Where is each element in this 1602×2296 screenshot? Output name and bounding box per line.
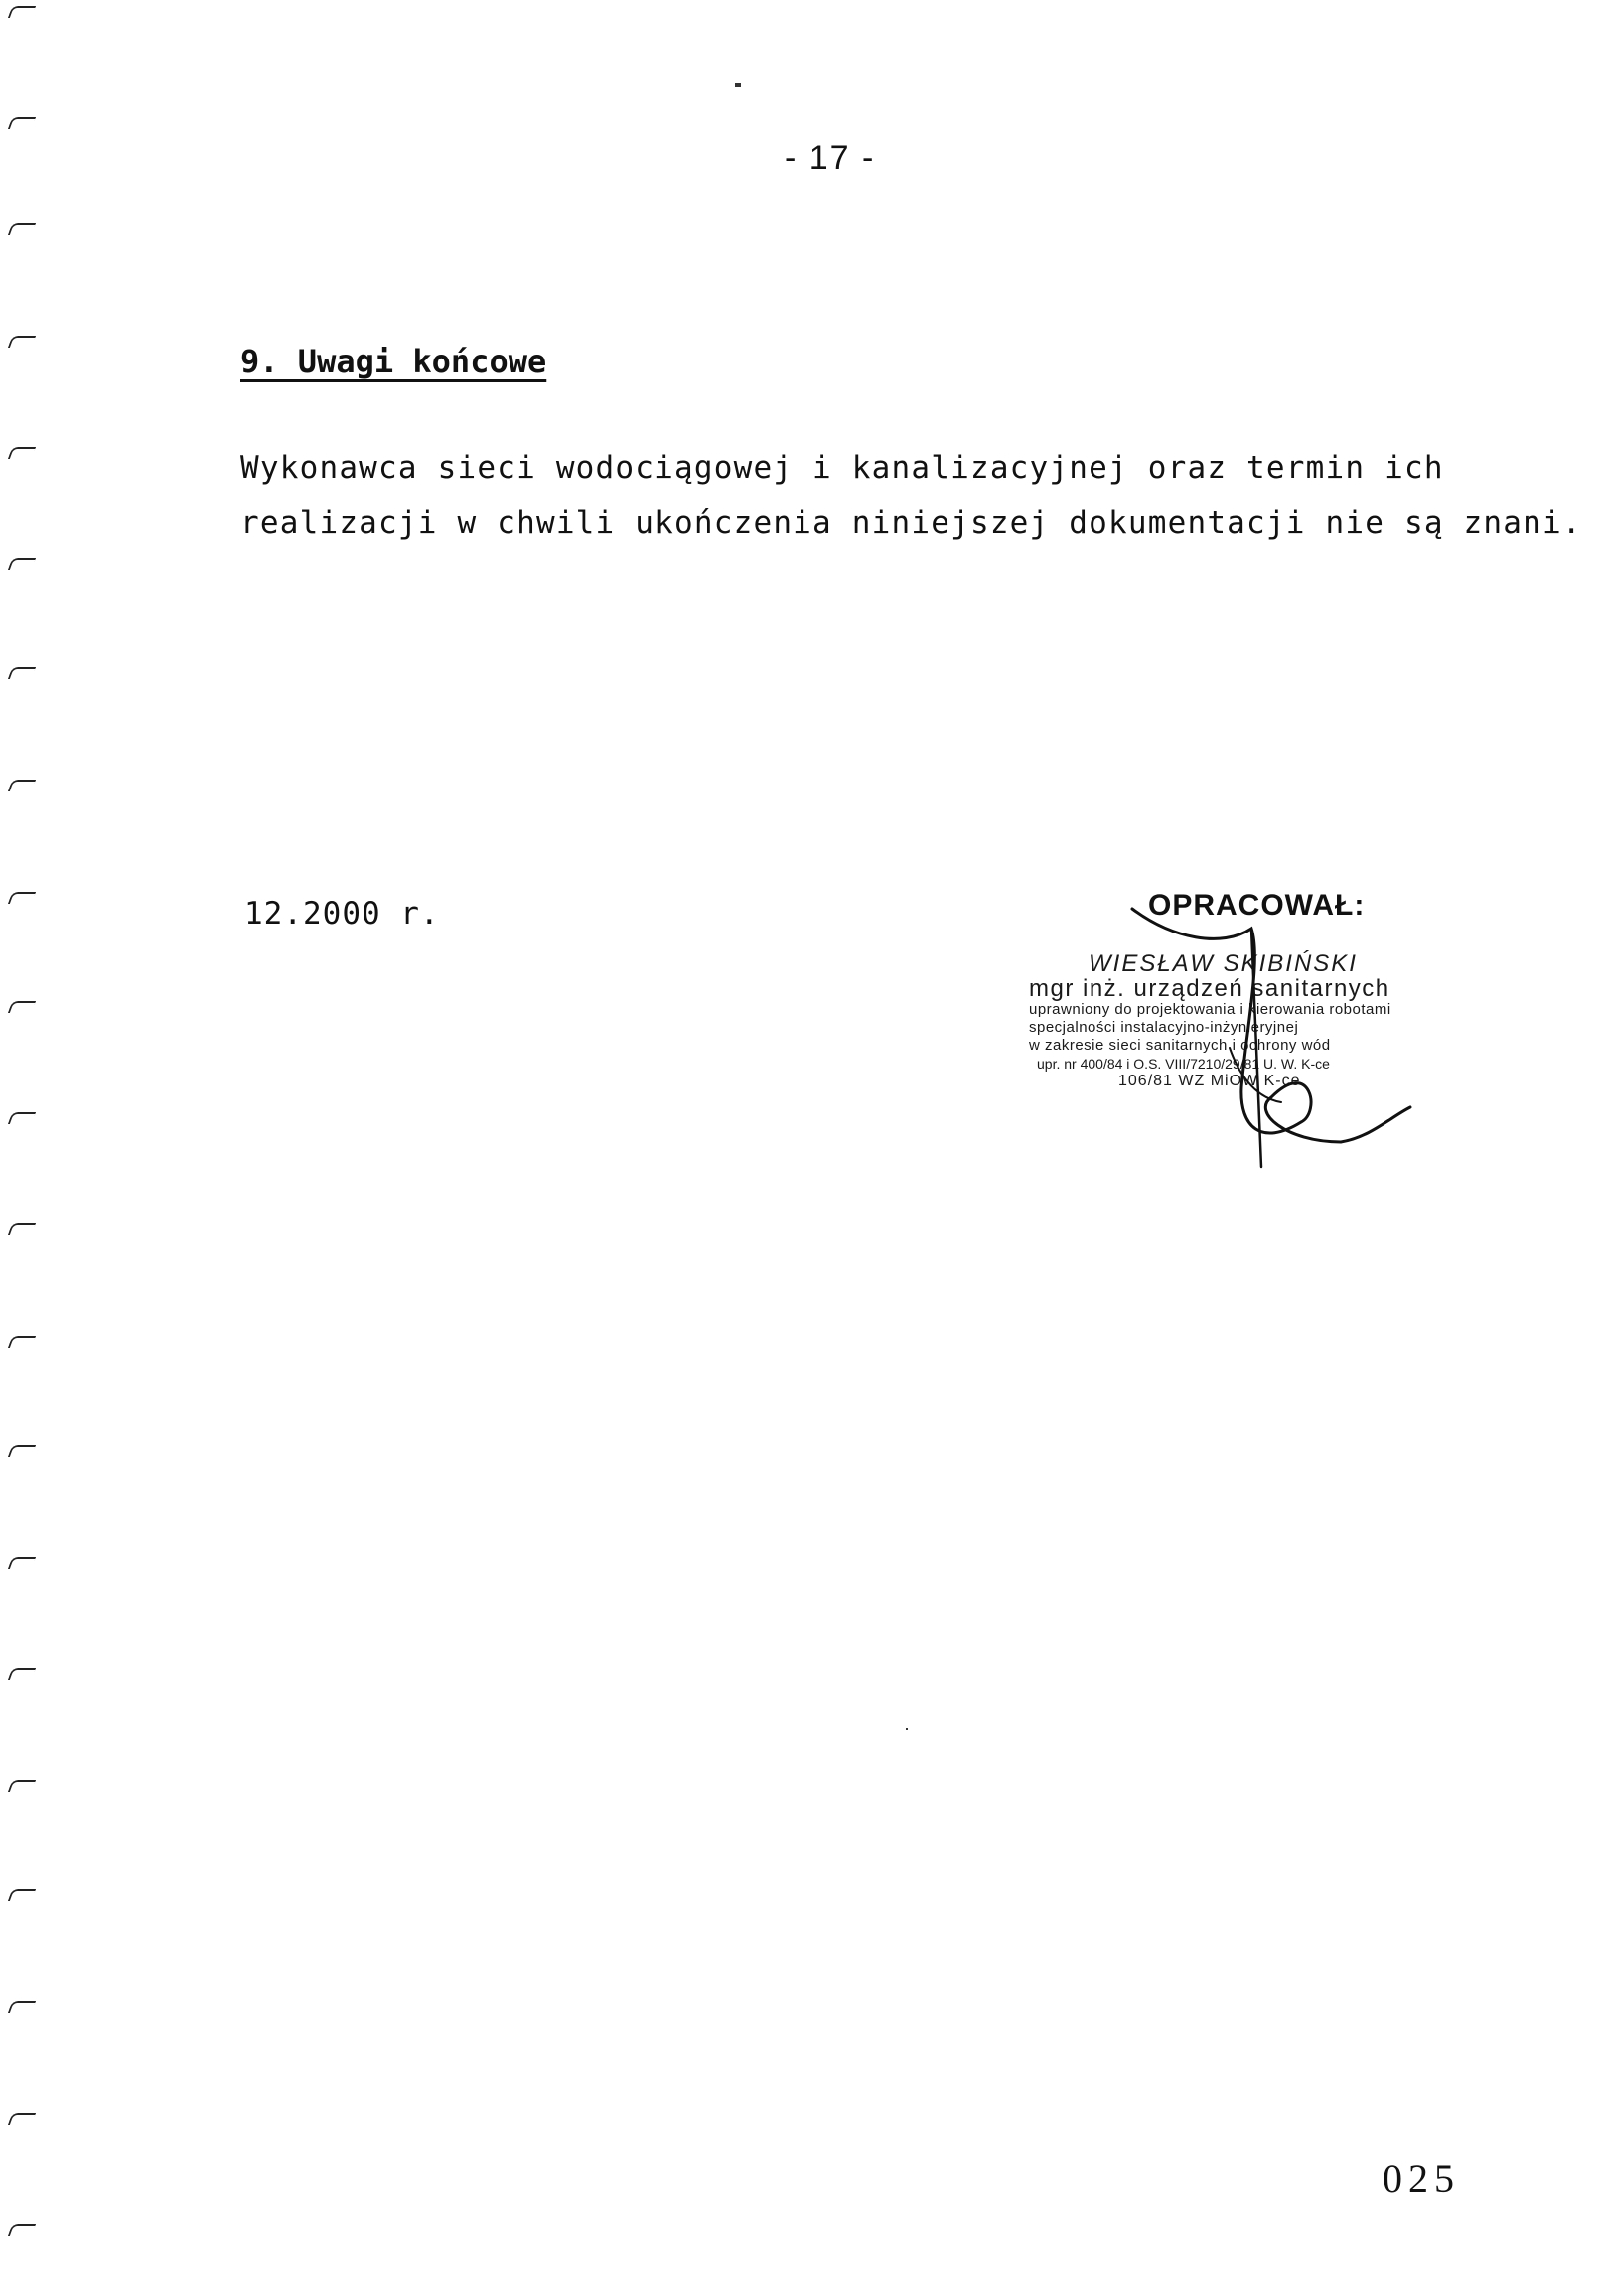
margin-mark <box>8 667 36 679</box>
margin-mark <box>8 1001 36 1013</box>
margin-mark <box>8 1668 36 1680</box>
handwritten-signature <box>1112 899 1470 1177</box>
paragraph-line: realizacji w chwili ukończenia niniejszej dokumentacji nie są znani. <box>240 505 1582 541</box>
margin-mark <box>8 780 36 791</box>
margin-mark <box>8 1557 36 1569</box>
stamp-title: mgr inż. urządzeń sanitarnych <box>1029 975 1390 1002</box>
margin-mark <box>8 6 36 18</box>
margin-mark <box>8 2224 36 2236</box>
stamp-line: upr. nr 400/84 i O.S. VIII/7210/29/81 U. W. K-ce <box>1037 1056 1330 1072</box>
sheet-number: 025 <box>1383 2156 1460 2201</box>
margin-mark <box>8 117 36 129</box>
scan-speck <box>735 83 741 87</box>
stamp-line: specjalności instalacyjno-inżynieryjnej <box>1029 1019 1299 1036</box>
margin-mark <box>8 223 36 235</box>
margin-mark <box>8 1223 36 1235</box>
stamp-line: w zakresie sieci sanitarnych i ochrony wód <box>1029 1037 1331 1054</box>
margin-mark <box>8 1445 36 1457</box>
section-heading: 9. Uwagi końcowe <box>240 343 547 380</box>
margin-mark <box>8 2113 36 2125</box>
margin-mark <box>8 2001 36 2013</box>
margin-mark <box>8 892 36 904</box>
paragraph <box>240 440 1582 551</box>
prepared-by-label: OPRACOWAŁ: <box>1148 889 1366 922</box>
margin-mark <box>8 1780 36 1792</box>
margin-mark <box>8 447 36 459</box>
document-date: 12.2000 r. <box>244 896 440 932</box>
stamp-name: WIESŁAW SKIBIŃSKI <box>1089 950 1358 977</box>
stamp-line: 106/81 WZ MiOW K-ce <box>1118 1073 1301 1089</box>
margin-mark <box>8 1889 36 1901</box>
margin-mark <box>8 1336 36 1348</box>
scan-speck <box>906 1728 908 1730</box>
page-number: - 17 - <box>785 139 876 177</box>
margin-mark <box>8 336 36 348</box>
margin-mark <box>8 1112 36 1124</box>
stamp-line: uprawniony do projektowania i kierowania robotami <box>1029 1001 1391 1018</box>
margin-mark <box>8 558 36 570</box>
paragraph-line: Wykonawca sieci wodociągowej i kanalizacyjnej oraz termin ich <box>240 450 1444 486</box>
